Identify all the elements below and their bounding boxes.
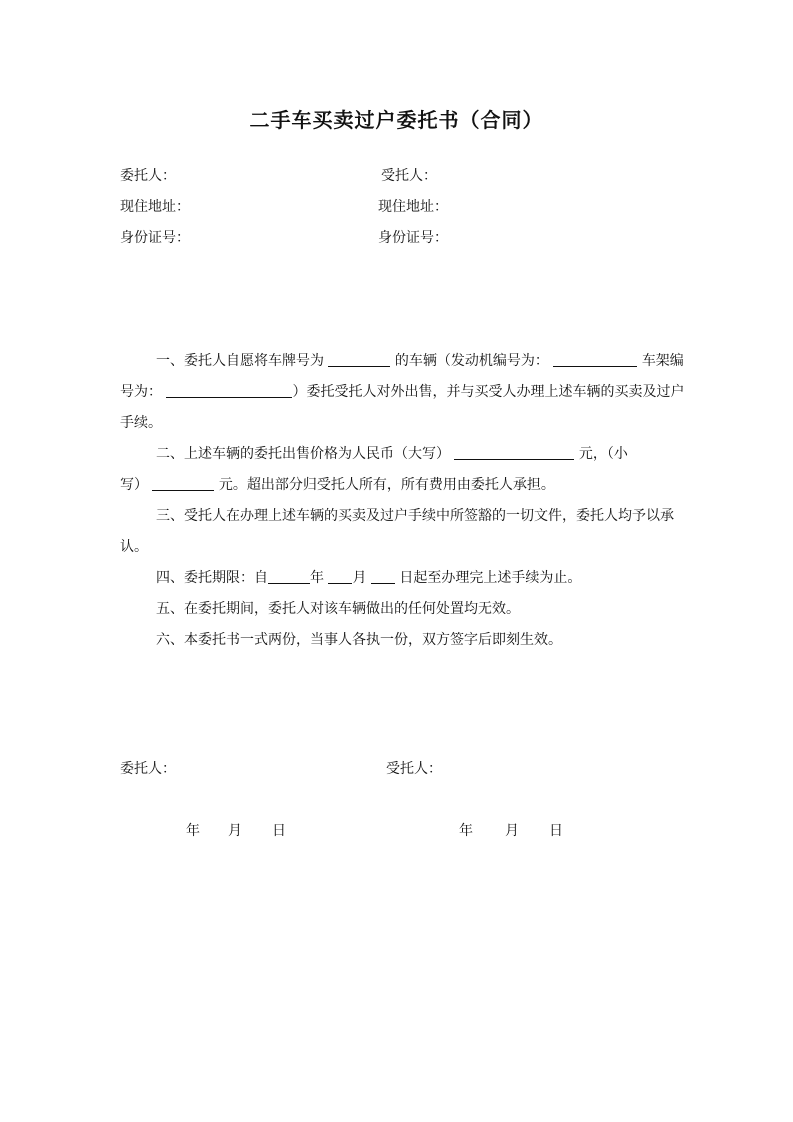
agent-address-label: 现住地址： (378, 199, 448, 215)
principal-month-label: 月 (228, 823, 242, 839)
principal-day-label: 日 (272, 823, 286, 839)
clause-2-line-1: 二、上述车辆的委托出售价格为人民币（大写） 元，（小 (156, 439, 628, 470)
clause-5: 五、在委托期间，委托人对该车辆做出的任何处置均无效。 (156, 601, 520, 617)
agent-id-label: 身份证号： (378, 230, 448, 246)
start-day-blank (371, 567, 395, 584)
principal-id-label: 身份证号： (120, 230, 190, 246)
agent-label: 受托人： (381, 168, 437, 184)
frame-number-blank (166, 381, 292, 398)
engine-number-blank (553, 350, 637, 367)
signature-principal-label: 委托人： (120, 761, 176, 777)
principal-address-label: 现住地址： (120, 199, 190, 215)
plate-number-blank (328, 350, 390, 367)
agent-sign-date (459, 820, 563, 840)
principal-label: 委托人： (120, 168, 176, 184)
clause-4: 四、委托期限：自 年 月 日起至办理完上述手续为止。 (156, 563, 581, 594)
agent-day-label: 日 (549, 823, 563, 839)
document-title: 二手车买卖过户委托书（合同） (249, 108, 544, 132)
principal-sign-date (186, 820, 286, 840)
agent-month-label: 月 (505, 823, 519, 839)
clause-6: 六、本委托书一式两份，当事人各执一份，双方签字后即刻生效。 (156, 632, 562, 648)
signature-agent-label: 受托人： (386, 761, 442, 777)
clause-3-line-1: 三、受托人在办理上述车辆的买卖及过户手续中所签豁的一切文件，委托人均予以承 (156, 508, 674, 524)
clauses-body (120, 346, 685, 648)
clause-1-line-1: 一、委托人自愿将车牌号为 的车辆（发动机编号为： 车架编 (156, 346, 684, 377)
agent-year-label: 年 (459, 823, 473, 839)
clause-2-line-2: 写） 元。超出部分归受托人所有，所有费用由委托人承担。 (120, 470, 555, 501)
clause-1-line-2: 号为： ）委托受托人对外出售，并与买受人办理上述车辆的买卖及过户 (120, 377, 684, 408)
start-year-blank (268, 567, 310, 584)
price-lowercase-blank (152, 474, 214, 491)
clause-1-line-3: 手续。 (120, 415, 162, 431)
start-month-blank (328, 567, 352, 584)
price-uppercase-blank (454, 443, 574, 460)
principal-year-label: 年 (186, 823, 200, 839)
clause-3-line-2: 认。 (120, 539, 148, 555)
